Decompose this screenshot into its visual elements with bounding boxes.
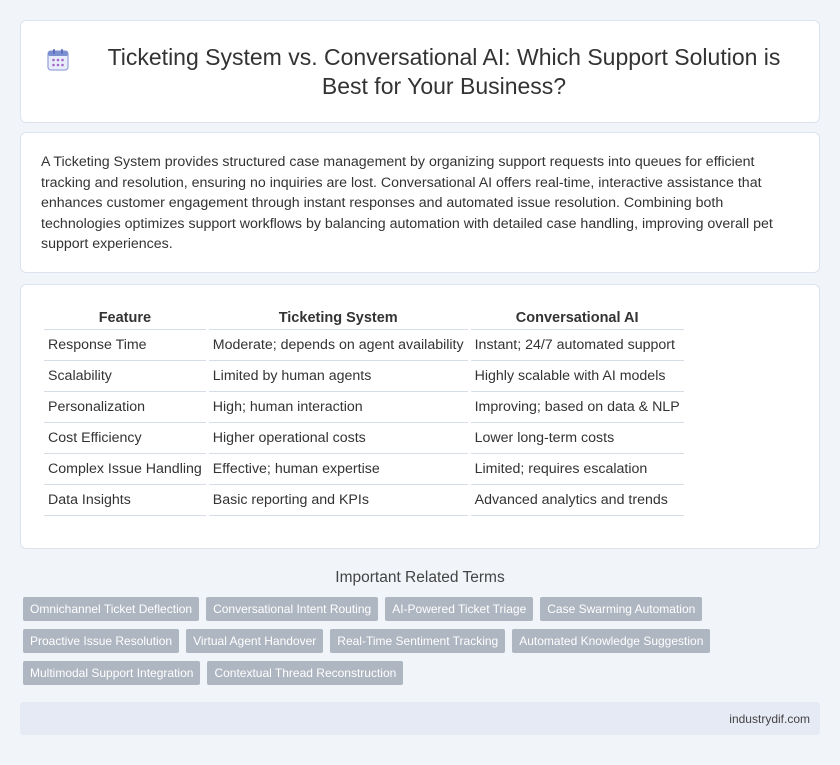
comparison-table (41, 305, 687, 516)
tag-conversational-intent-routing[interactable]: Conversational Intent Routing (206, 597, 378, 621)
header-ticketing-system: Ticketing System (209, 305, 468, 330)
table-header-row (44, 305, 684, 330)
cell-ticketing: High; human interaction (209, 392, 468, 423)
tag-omnichannel-ticket-deflection[interactable]: Omnichannel Ticket Deflection (23, 597, 199, 621)
tag-proactive-issue-resolution[interactable]: Proactive Issue Resolution (23, 629, 179, 653)
comparison-card (20, 284, 820, 549)
table-row (44, 330, 684, 361)
tag-virtual-agent-handover[interactable]: Virtual Agent Handover (186, 629, 323, 653)
cell-conversational: Advanced analytics and trends (471, 485, 684, 516)
footer-site-link[interactable]: industrydif.com (729, 711, 810, 726)
cell-feature: Data Insights (44, 485, 206, 516)
cell-feature: Response Time (44, 330, 206, 361)
related-terms-tags (20, 597, 740, 685)
tag-real-time-sentiment-tracking[interactable]: Real-Time Sentiment Tracking (330, 629, 505, 653)
header-feature: Feature (44, 305, 206, 330)
title-card (20, 20, 820, 123)
cell-feature: Complex Issue Handling (44, 454, 206, 485)
table-row (44, 454, 684, 485)
cell-conversational: Lower long-term costs (471, 423, 684, 454)
cell-ticketing: Limited by human agents (209, 361, 468, 392)
table-row (44, 485, 684, 516)
title-wrap (45, 43, 795, 101)
cell-ticketing: Moderate; depends on agent availability (209, 330, 468, 361)
tag-multimodal-support-integration[interactable]: Multimodal Support Integration (23, 661, 200, 685)
footer (20, 702, 820, 735)
cell-conversational: Limited; requires escalation (471, 454, 684, 485)
tag-automated-knowledge-suggestion[interactable]: Automated Knowledge Suggestion (512, 629, 710, 653)
page-title: Ticketing System vs. Conversational AI: Which Support Solution is Best for Your Business? (107, 43, 781, 99)
related-terms-title: Important Related Terms (335, 569, 505, 586)
cell-ticketing: Effective; human expertise (209, 454, 468, 485)
calendar-icon (45, 47, 71, 73)
intro-card (20, 132, 820, 273)
cell-conversational: Improving; based on data & NLP (471, 392, 684, 423)
tag-ai-powered-ticket-triage[interactable]: AI-Powered Ticket Triage (385, 597, 533, 621)
tag-case-swarming-automation[interactable]: Case Swarming Automation (540, 597, 702, 621)
cell-conversational: Highly scalable with AI models (471, 361, 684, 392)
table-row (44, 361, 684, 392)
cell-conversational: Instant; 24/7 automated support (471, 330, 684, 361)
cell-feature: Cost Efficiency (44, 423, 206, 454)
cell-ticketing: Basic reporting and KPIs (209, 485, 468, 516)
related-terms-section (20, 569, 820, 685)
tag-contextual-thread-reconstruction[interactable]: Contextual Thread Reconstruction (207, 661, 403, 685)
cell-feature: Personalization (44, 392, 206, 423)
table-row (44, 392, 684, 423)
table-row (44, 423, 684, 454)
intro-paragraph: A Ticketing System provides structured case management by organizing support requests into queues for efficient tracking and resolution, ensuring no inquiries are lost. Conversational AI offers real-time, interactive assistance that enhances customer engagement through instant responses and automated issue resolution. Combining both technologies optimizes support workflows by balancing automation with detailed case handling, improving overall pet support experiences. (41, 154, 773, 252)
header-conversational-ai: Conversational AI (471, 305, 684, 330)
cell-feature: Scalability (44, 361, 206, 392)
cell-ticketing: Higher operational costs (209, 423, 468, 454)
